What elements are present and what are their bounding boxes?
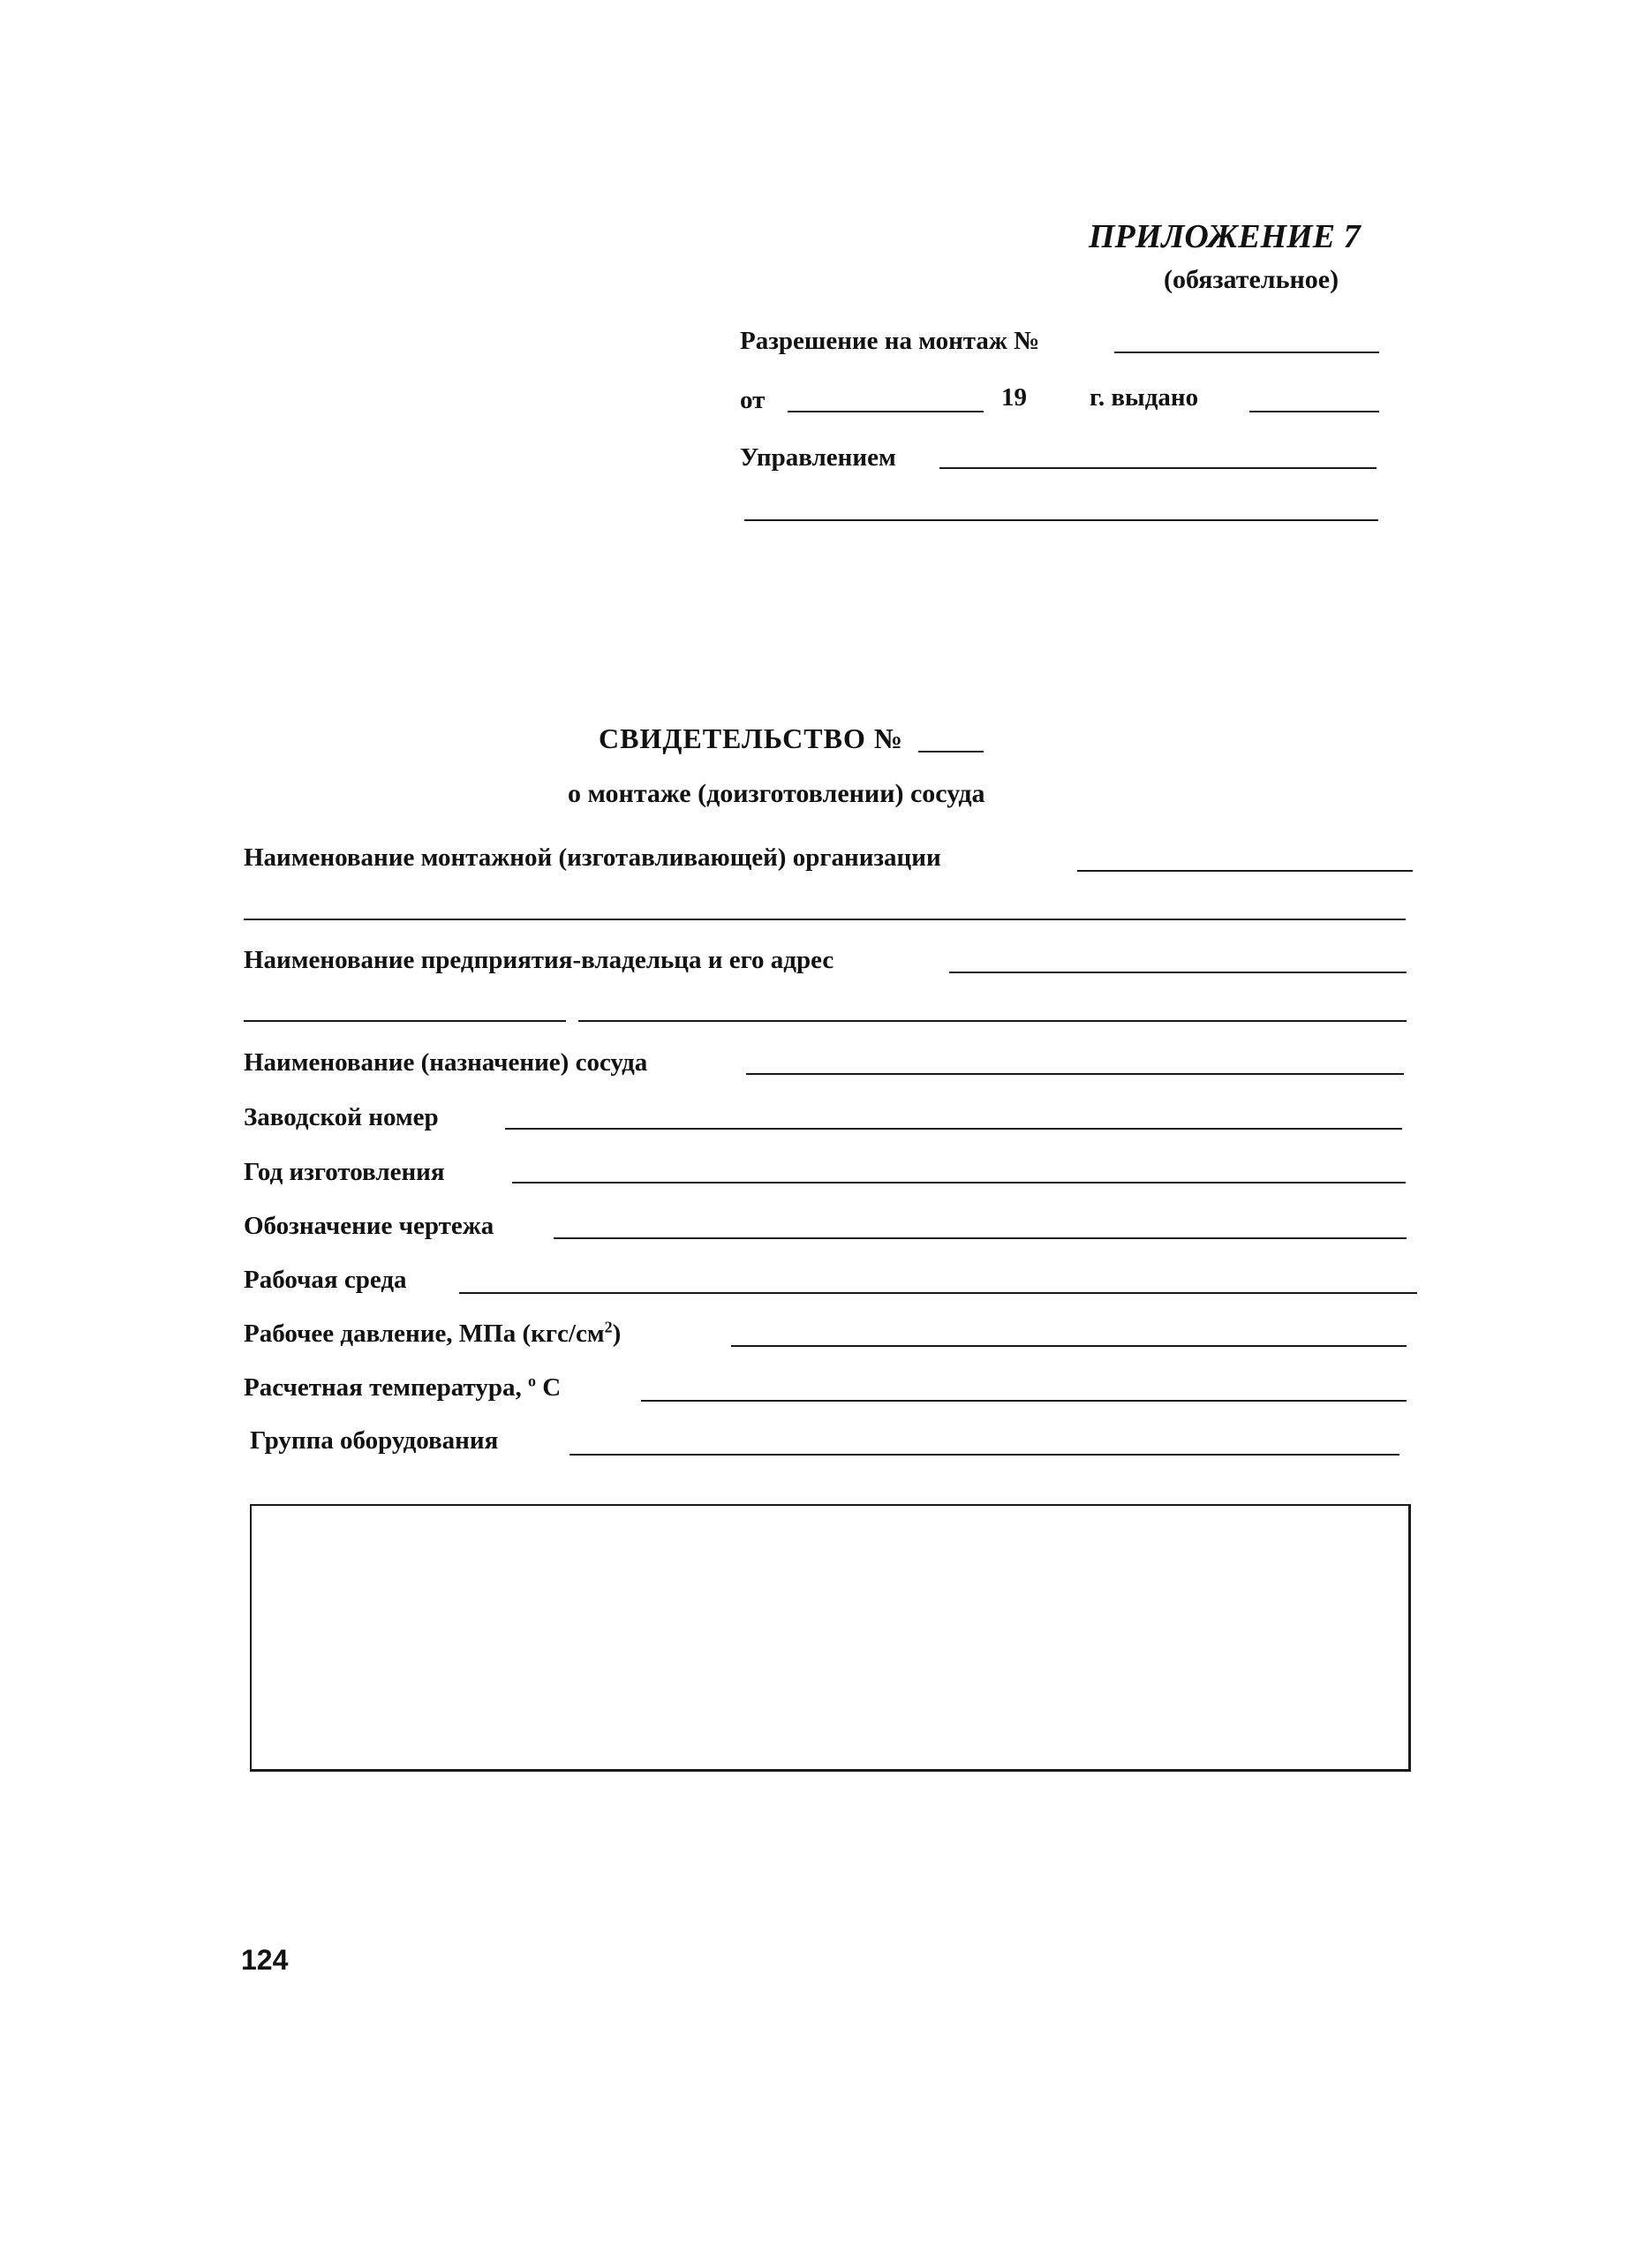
working-medium-field[interactable]	[459, 1292, 1417, 1294]
equipment-group-label: Группа оборудования	[250, 1426, 499, 1455]
working-pressure-end: )	[612, 1320, 622, 1348]
working-pressure-field[interactable]	[731, 1345, 1407, 1347]
certificate-number-field[interactable]	[918, 751, 984, 752]
certificate-title: СВИДЕТЕЛЬСТВО №	[599, 722, 904, 754]
design-temperature-sup: о	[527, 1372, 536, 1390]
permit-authority-field-2[interactable]	[744, 519, 1378, 521]
drawing-designation-label: Обозначение чертежа	[244, 1212, 494, 1240]
owner-address-field-left[interactable]	[244, 1020, 566, 1022]
permit-issued-field[interactable]	[1249, 411, 1379, 412]
permit-issued-label: г. выдано	[1090, 383, 1199, 412]
design-temperature-label	[244, 1373, 561, 1403]
year-made-field[interactable]	[512, 1182, 1406, 1183]
permit-from-label: от	[740, 386, 766, 414]
permit-year-label: 19	[1001, 383, 1027, 412]
appendix-subtitle: (обязательное)	[1164, 265, 1339, 294]
design-temperature-unit: С	[542, 1373, 562, 1402]
permit-authority-field[interactable]	[939, 467, 1377, 469]
permit-label: Разрешение на монтаж №	[740, 327, 1040, 355]
permit-number-field[interactable]	[1114, 352, 1379, 353]
serial-number-field[interactable]	[505, 1128, 1402, 1130]
working-pressure-sup: 2	[604, 1318, 613, 1336]
permit-date-field[interactable]	[788, 411, 984, 412]
serial-number-label: Заводской номер	[244, 1103, 439, 1131]
page-number: 124	[241, 1944, 289, 1976]
owner-name-label: Наименование предприятия-владельца и его адрес	[244, 946, 834, 974]
org-name-field[interactable]	[1077, 870, 1413, 872]
drawing-designation-field[interactable]	[554, 1237, 1407, 1239]
vessel-name-label: Наименование (назначение) сосуда	[244, 1048, 648, 1077]
vessel-name-field[interactable]	[746, 1073, 1404, 1075]
working-pressure-label	[244, 1320, 621, 1349]
org-name-field-2[interactable]	[244, 919, 1406, 920]
year-made-label: Год изготовления	[244, 1158, 445, 1186]
org-name-label: Наименование монтажной (изготавливающей) организации	[244, 843, 941, 872]
appendix-title: ПРИЛОЖЕНИЕ 7	[1089, 218, 1361, 255]
working-pressure-text: Рабочее давление, МПа (кгс/см	[244, 1320, 605, 1348]
equipment-group-field[interactable]	[570, 1454, 1399, 1456]
design-temperature-text: Расчетная температура,	[244, 1373, 522, 1402]
certificate-subtitle: о монтаже (доизготовлении) сосуда	[568, 779, 985, 808]
permit-authority-label: Управлением	[740, 443, 896, 472]
working-medium-label: Рабочая среда	[244, 1266, 407, 1294]
owner-name-field[interactable]	[949, 972, 1407, 973]
design-temperature-field[interactable]	[641, 1400, 1407, 1402]
owner-address-field-right[interactable]	[578, 1020, 1407, 1022]
stamp-box	[250, 1504, 1411, 1772]
